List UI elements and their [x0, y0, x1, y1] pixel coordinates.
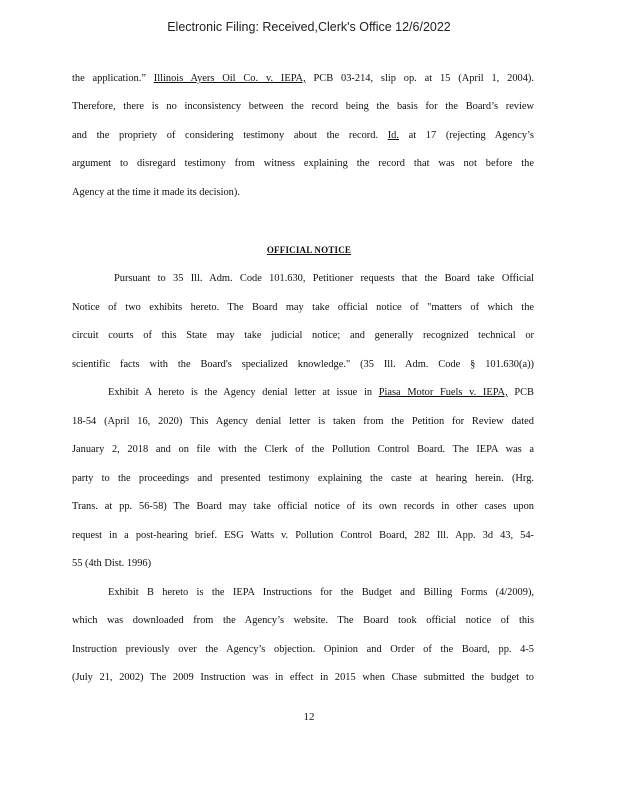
section-heading: OFFICIAL NOTICE: [266, 245, 352, 255]
body-line: [108, 387, 534, 399]
body-line: argument to disregard testimony from witness explaining the record that was not before the: [72, 158, 534, 169]
body-line: Trans. at pp. 56-58) The Board may take official notice of its own records in other cases upon: [72, 501, 534, 512]
text-span: the application.”: [72, 73, 146, 84]
text-span: PCB: [514, 387, 534, 398]
case-citation: Illinois Ayers Oil Co. v. IEPA,: [153, 73, 306, 84]
text-span: at 17 (rejecting Agency’s: [408, 130, 534, 141]
body-line: which was downloaded from the Agency’s website. The Board took official notice of this: [72, 615, 534, 626]
body-line: 55 (4th Dist. 1996): [72, 558, 152, 569]
id-citation: Id.: [387, 130, 399, 141]
body-line: [72, 130, 534, 142]
text-span: and the propriety of considering testimony about the record.: [72, 130, 379, 141]
body-line: Pursuant to 35 Ill. Adm. Code 101.630, Petitioner requests that the Board take Official: [114, 273, 534, 284]
body-line: 18-54 (April 16, 2020) This Agency denial letter is taken from the Petition for Review dated: [72, 416, 534, 427]
body-line: party to the proceedings and presented testimony explaining the caste at hearing herein. (Hrg.: [72, 473, 534, 484]
body-line: Notice of two exhibits hereto. The Board may take official notice of "matters of which the: [72, 302, 534, 313]
text-span: PCB 03-214, slip op. at 15 (April 1, 2004).: [313, 73, 534, 84]
body-line: Instruction previously over the Agency’s objection. Opinion and Order of the Board, pp. 4-5: [72, 644, 534, 655]
body-line: (July 21, 2002) The 2009 Instruction was in effect in 2015 when Chase submitted the budget to: [72, 672, 534, 683]
body-line: scientific facts with the Board's specialized knowledge." (35 Ill. Adm. Code § 101.630(a)): [72, 359, 534, 370]
page-number: 12: [303, 711, 315, 723]
filing-stamp: Electronic Filing: Received,Clerk's Office 12/6/2022: [167, 20, 451, 34]
text-span: Exhibit A hereto is the Agency denial letter at issue in: [108, 387, 373, 398]
case-citation: Piasa Motor Fuels v. IEPA,: [378, 387, 508, 398]
body-line: Exhibit B hereto is the IEPA Instructions for the Budget and Billing Forms (4/2009),: [108, 587, 534, 598]
body-line: Agency at the time it made its decision).: [72, 187, 240, 198]
body-line: request in a post-hearing brief. ESG Watts v. Pollution Control Board, 282 Ill. App. 3d 43, 54-: [72, 530, 534, 541]
body-line: January 2, 2018 and on file with the Clerk of the Pollution Control Board. The IEPA was a: [72, 444, 534, 455]
body-line: circuit courts of this State may take judicial notice; and generally recognized technical or: [72, 330, 534, 341]
body-line: Therefore, there is no inconsistency between the record being the basis for the Board’s review: [72, 101, 534, 112]
body-line: [72, 73, 534, 85]
